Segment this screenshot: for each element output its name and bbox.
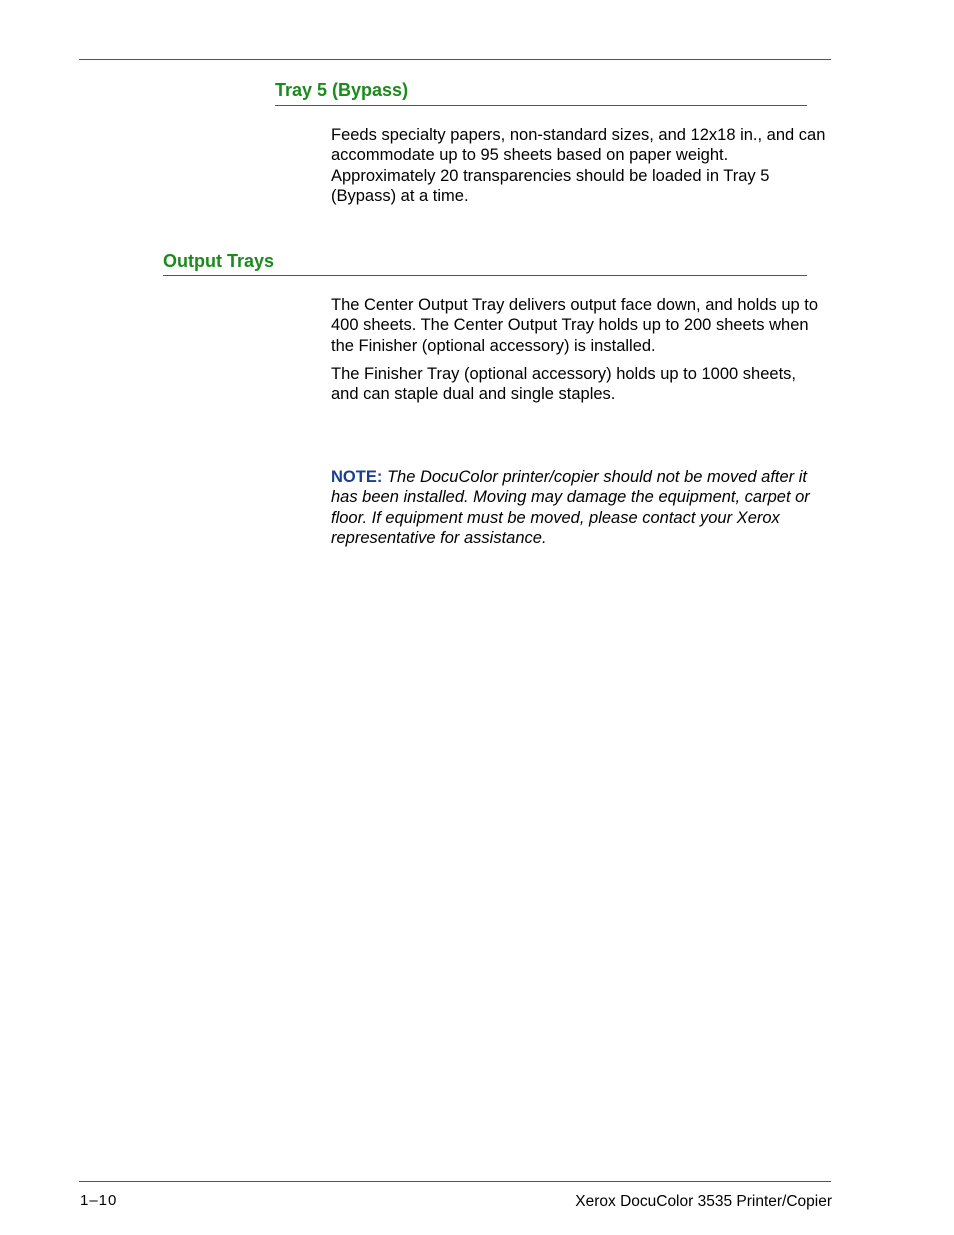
page-number: 1–10 <box>80 1192 118 1209</box>
heading-tray-5-bypass: Tray 5 (Bypass) <box>275 80 409 100</box>
note-block <box>331 467 836 549</box>
header-rule <box>79 59 831 60</box>
heading-rule-output-trays <box>163 275 807 276</box>
note-text: The DocuColor printer/copier should not be moved after it has been installed. Moving may damage the equipment, carpet or floor. If equipment must be moved, please contact your Xerox representative for assistance. <box>331 468 810 548</box>
heading-rule-tray-5 <box>275 105 807 106</box>
paragraph-center-output-tray: The Center Output Tray delivers output face down, and holds up to 400 sheets. The Center Output Tray holds up to 200 sheets when the Finisher (optional accessory) is installed. <box>331 296 819 355</box>
paragraph-finisher-tray: The Finisher Tray (optional accessory) holds up to 1000 sheets, and can staple dual and single staples. <box>331 365 796 404</box>
heading-output-trays: Output Trays <box>163 251 275 271</box>
footer-product-name: Xerox DocuColor 3535 Printer/Copier <box>575 1193 832 1210</box>
paragraph-tray-5-description: Feeds specialty papers, non-standard sizes, and 12x18 in., and can accommodate up to 95 sheets based on paper weight. Approximately 20 transparencies should be loaded in Tray 5 (Bypass) at a time. <box>331 126 826 206</box>
note-label: NOTE: <box>331 468 383 486</box>
footer-rule <box>79 1181 831 1182</box>
